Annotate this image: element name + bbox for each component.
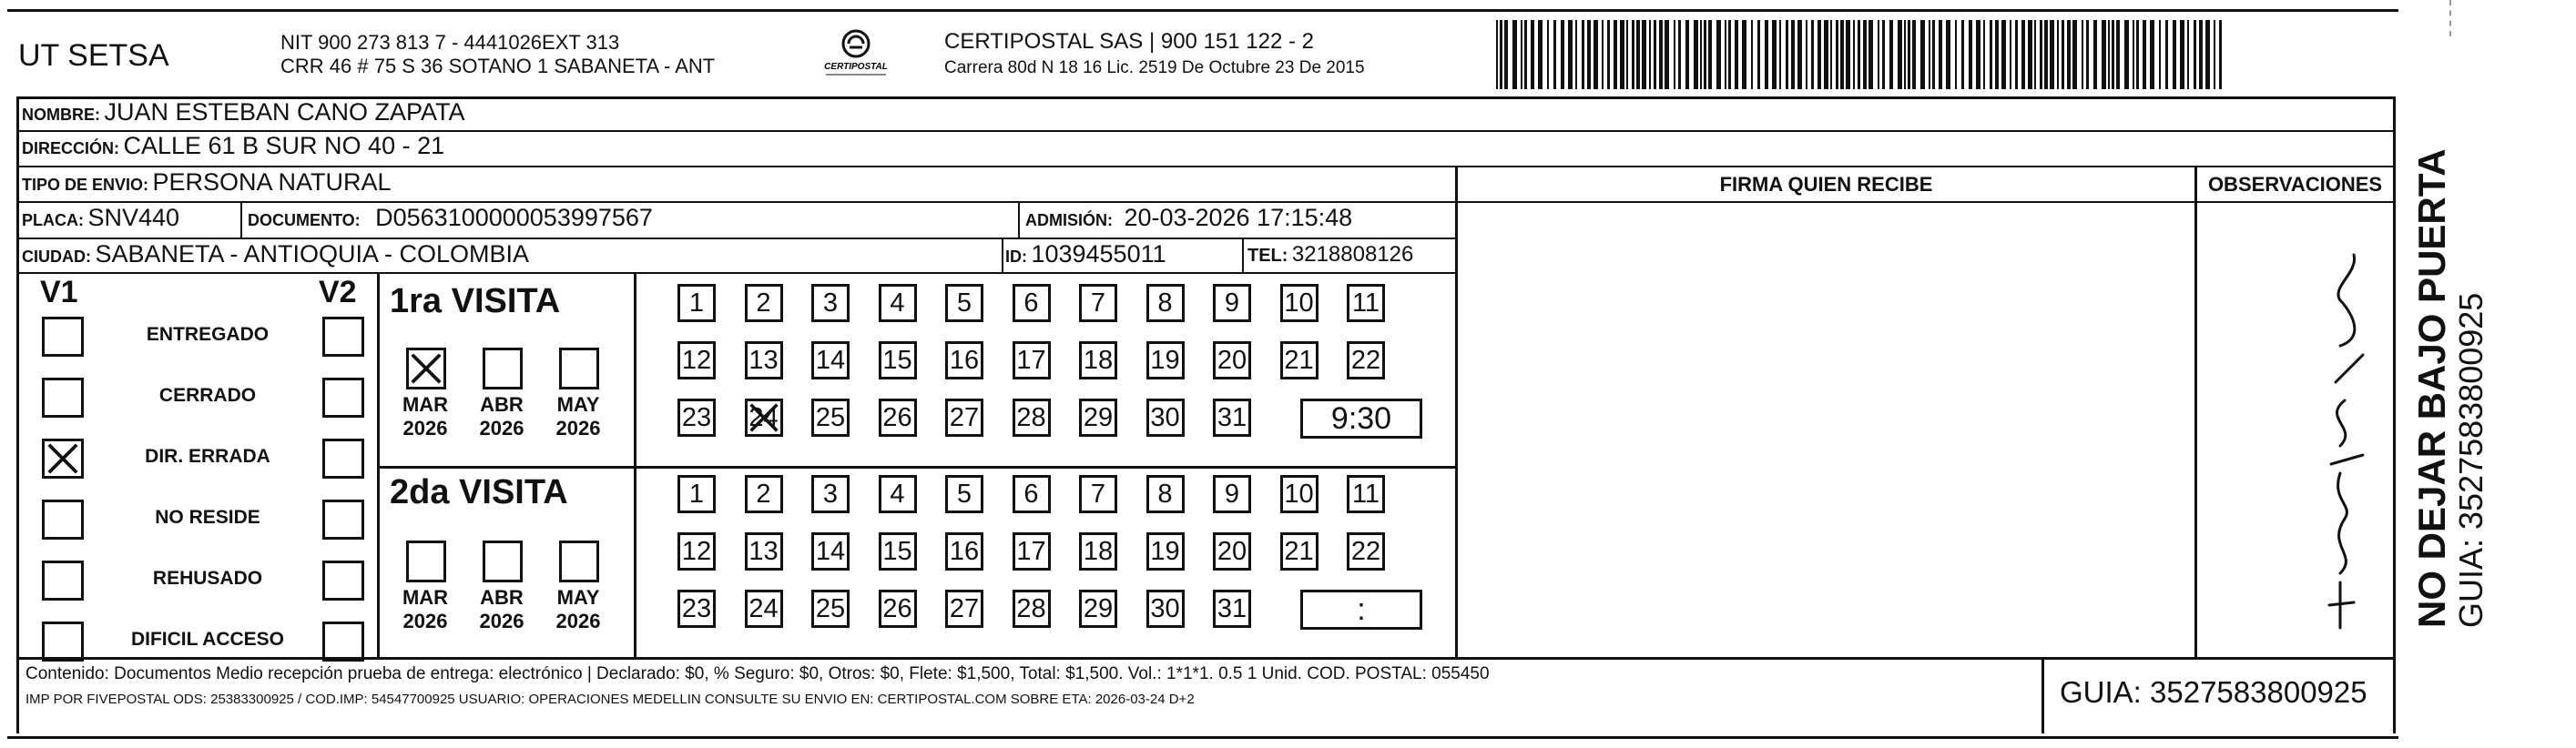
- tipo-value: PERSONA NATURAL: [152, 168, 392, 196]
- barcode-bar: [2028, 20, 2032, 89]
- barcode-bar: [1694, 20, 1698, 89]
- barcode-bar: [2205, 20, 2210, 89]
- barcode-bar: [1700, 20, 1702, 89]
- barcode-bar: [1836, 20, 1838, 89]
- barcode-bar: [1704, 20, 1706, 89]
- certipostal-logo: [815, 25, 897, 82]
- day-cell[interactable]: 27: [945, 399, 983, 437]
- v2-checkbox[interactable]: [322, 561, 364, 601]
- barcode-bar: [2050, 20, 2054, 89]
- day-cell[interactable]: 2: [745, 284, 783, 322]
- barcode-bar: [2062, 20, 2064, 89]
- barcode-bar: [1961, 20, 1964, 89]
- day-cell[interactable]: 15: [879, 532, 917, 571]
- barcode-bar: [2143, 20, 2146, 89]
- day-cell[interactable]: 13: [745, 532, 783, 571]
- day-cell[interactable]: 9: [1213, 475, 1251, 513]
- day-cell[interactable]: 9: [1213, 284, 1251, 322]
- footer-top-line: [16, 657, 2395, 660]
- barcode-bar: [1496, 20, 1498, 89]
- firma-header: FIRMA QUIEN RECIBE: [1719, 173, 1933, 196]
- tel-label: TEL:: [1247, 246, 1288, 266]
- barcode-bar: [1882, 20, 1885, 89]
- v1-checkbox[interactable]: [42, 317, 84, 357]
- barcode-bar: [1969, 20, 1972, 89]
- day-cell[interactable]: 29: [1079, 399, 1117, 437]
- barcode-bar: [2040, 20, 2042, 89]
- barcode-bar: [1817, 20, 1821, 89]
- day-cell[interactable]: 29: [1079, 590, 1117, 628]
- nombre-label: NOMBRE:: [22, 106, 100, 124]
- day-cell[interactable]: 22: [1347, 341, 1385, 379]
- footer-line1: Contenido: Documentos Medio recepción prueba de entrega: electrónico | Declarado: $0, % Seguro: $0, Otros: $0, Flete: $1,500, Total: $1,500. Vol.: 1*1*1. 0.5 1 Unid. COD. POSTAL: 055450: [25, 664, 1490, 683]
- divider: [1242, 238, 1244, 272]
- documento-value: D0563100000053997567: [375, 204, 653, 231]
- row-line: [16, 238, 1455, 239]
- barcode-bar: [2102, 20, 2106, 89]
- barcode-bar: [1990, 20, 1992, 89]
- barcode-bar: [2015, 20, 2018, 89]
- barcode-bar: [2116, 20, 2120, 89]
- barcode-bar: [1955, 20, 1957, 89]
- month-label: MAY 2026: [555, 393, 601, 440]
- side-tear-line: [2449, 0, 2453, 36]
- barcode-bar: [1716, 20, 1721, 89]
- direccion-label: DIRECCIÓN:: [22, 139, 119, 157]
- barcode-bar: [1725, 20, 1726, 89]
- barcode-bar: [1665, 20, 1669, 89]
- barcode-bar: [1674, 20, 1675, 89]
- day-cell[interactable]: 20: [1213, 532, 1251, 571]
- barcode-bar: [1786, 20, 1788, 89]
- row-line: [16, 166, 2395, 167]
- month-checkbox[interactable]: [406, 541, 446, 582]
- day-cell[interactable]: 23: [677, 399, 716, 437]
- divider: [377, 272, 380, 657]
- day-cell[interactable]: 27: [945, 590, 983, 628]
- barcode-bar: [2194, 20, 2196, 89]
- day-cell[interactable]: 11: [1347, 475, 1385, 513]
- barcode-bar: [2034, 20, 2036, 89]
- status-option-label: CERRADO: [158, 385, 257, 406]
- barcode-bar: [1568, 20, 1573, 89]
- barcode-bar: [1659, 20, 1663, 89]
- barcode-bar: [1846, 20, 1850, 89]
- barcode-bar: [1632, 20, 1634, 89]
- day-cell[interactable]: 5: [945, 284, 983, 322]
- barcode-bar: [1649, 20, 1651, 89]
- barcode-bar: [1908, 20, 1910, 89]
- day-cell[interactable]: 16: [945, 532, 983, 571]
- barcode-bar: [2067, 20, 2071, 89]
- day-cell[interactable]: 13: [745, 341, 783, 379]
- barcode-bar: [1538, 20, 1543, 89]
- v1-label: V1: [40, 275, 78, 309]
- barcode-bar: [2108, 20, 2110, 89]
- barcode-bar: [2021, 20, 2025, 89]
- day-cell[interactable]: 3: [811, 475, 850, 513]
- barcode-bar: [1976, 20, 1980, 89]
- certipostal-line1: CERTIPOSTAL SAS | 900 151 122 - 2: [944, 29, 1314, 54]
- day-cell[interactable]: 10: [1280, 284, 1319, 322]
- barcode-bar: [1607, 20, 1610, 89]
- nit-line: NIT 900 273 813 7 - 4441026EXT 313: [280, 31, 620, 54]
- day-cell[interactable]: 19: [1146, 532, 1185, 571]
- barcode-bar: [2180, 20, 2184, 89]
- barcode-bar: [1512, 20, 1517, 89]
- day-cell[interactable]: 28: [1013, 590, 1051, 628]
- day-cell[interactable]: 26: [879, 399, 917, 437]
- day-cell[interactable]: 5: [945, 475, 983, 513]
- barcode-bar: [1735, 20, 1738, 89]
- day-cell[interactable]: 7: [1079, 475, 1117, 513]
- admision-label: ADMISIÓN:: [1025, 211, 1113, 229]
- barcode-bar: [2124, 20, 2129, 89]
- v2-checkbox[interactable]: [322, 317, 364, 357]
- tipo-label: TIPO DE ENVIO:: [22, 176, 149, 194]
- barcode-bar: [1642, 20, 1646, 89]
- day-cell[interactable]: 3: [811, 284, 850, 322]
- day-cell[interactable]: 6: [1013, 475, 1051, 513]
- barcode-bar: [1553, 20, 1556, 89]
- day-cell[interactable]: 28: [1013, 399, 1051, 437]
- v2-checkbox[interactable]: [322, 500, 364, 540]
- id-label: ID:: [1005, 248, 1027, 266]
- day-cell[interactable]: 4: [879, 475, 917, 513]
- divider: [634, 272, 636, 657]
- v2-label: V2: [319, 275, 357, 309]
- barcode-bar: [2086, 20, 2089, 89]
- barcode-bar: [2001, 20, 2006, 89]
- v2-checkbox[interactable]: [322, 439, 364, 479]
- barcode-bar: [1797, 20, 1802, 89]
- barcode-bar: [1636, 20, 1640, 89]
- barcode-bar: [2136, 20, 2139, 89]
- barcode-bar: [1772, 20, 1777, 89]
- month-checkbox[interactable]: [483, 541, 523, 582]
- v2-checkbox[interactable]: [322, 378, 364, 418]
- barcode-bar: [1620, 20, 1624, 89]
- day-cell[interactable]: 15: [879, 341, 917, 379]
- day-cell[interactable]: 8: [1146, 475, 1185, 513]
- tel-value: 3218808126: [1291, 242, 1414, 267]
- day-cell[interactable]: 4: [879, 284, 917, 322]
- barcode-bar: [2159, 20, 2161, 89]
- month-label: MAR 2026: [402, 393, 449, 440]
- visit1-title: 1ra VISITA: [390, 282, 561, 320]
- barcode-bar: [2044, 20, 2048, 89]
- day-cell[interactable]: 30: [1146, 399, 1185, 437]
- direccion-value: CALLE 61 B SUR NO 40 - 21: [123, 132, 445, 159]
- barcode: [1496, 20, 2225, 89]
- barcode-bar: [1587, 20, 1591, 89]
- month-label: ABR 2026: [479, 393, 524, 440]
- documento-row: [248, 204, 653, 232]
- barcode-bar: [1889, 20, 1893, 89]
- day-cell[interactable]: 18: [1079, 341, 1117, 379]
- barcode-bar: [2093, 20, 2097, 89]
- day-cell[interactable]: 21: [1280, 532, 1319, 571]
- barcode-bar: [1932, 20, 1935, 89]
- observaciones-header: OBSERVACIONES: [2207, 173, 2383, 196]
- company-name: UT SETSA: [18, 38, 169, 73]
- divider: [1002, 238, 1003, 272]
- v1-checkbox[interactable]: [42, 561, 84, 601]
- barcode-bar: [2133, 20, 2134, 89]
- barcode-bar: [1524, 20, 1527, 89]
- day-cell[interactable]: 20: [1213, 341, 1251, 379]
- day-cell[interactable]: 26: [879, 590, 917, 628]
- divider: [1018, 201, 1020, 238]
- barcode-bar: [2082, 20, 2083, 89]
- barcode-bar: [2214, 20, 2215, 89]
- barcode-bar: [1728, 20, 1731, 89]
- placa-value: SNV440: [87, 204, 180, 231]
- tipo-row: [22, 168, 392, 197]
- day-cell[interactable]: 31: [1213, 590, 1251, 628]
- day-cell[interactable]: 6: [1013, 284, 1051, 322]
- barcode-bar: [1920, 20, 1925, 89]
- admision-row: [1025, 204, 1352, 232]
- barcode-bar: [1678, 20, 1681, 89]
- barcode-bar: [1751, 20, 1753, 89]
- day-cell[interactable]: 19: [1146, 341, 1185, 379]
- frame-left: [16, 96, 19, 733]
- barcode-bar: [1868, 20, 1873, 89]
- day-cell[interactable]: 8: [1146, 284, 1185, 322]
- divider: [2041, 657, 2044, 733]
- side-text: [2411, 82, 2489, 628]
- day-cell[interactable]: 17: [1013, 532, 1051, 571]
- day-cell[interactable]: 12: [677, 532, 716, 571]
- day-cell[interactable]: 30: [1146, 590, 1185, 628]
- documento-label: DOCUMENTO:: [248, 211, 361, 229]
- day-cell[interactable]: 21: [1280, 341, 1319, 379]
- barcode-bar: [1946, 20, 1950, 89]
- firma-left-border: [1455, 166, 1458, 657]
- barcode-bar: [1995, 20, 1999, 89]
- barcode-bar: [2112, 20, 2114, 89]
- barcode-bar: [2173, 20, 2176, 89]
- day-cell[interactable]: 11: [1347, 284, 1385, 322]
- barcode-bar: [1654, 20, 1656, 89]
- certipostal-line2: Carrera 80d N 18 16 Lic. 2519 De Octubre 23 De 2015: [944, 58, 1365, 77]
- barcode-bar: [2165, 20, 2168, 89]
- status-option-label: DIR. ERRADA: [145, 446, 270, 467]
- day-cell[interactable]: 14: [811, 341, 850, 379]
- v1-checkbox[interactable]: [42, 439, 84, 479]
- recipient-signature: [2313, 246, 2395, 646]
- day-cell[interactable]: 2: [745, 475, 783, 513]
- barcode-bar: [1765, 20, 1768, 89]
- admision-value: 20-03-2026 17:15:48: [1124, 204, 1353, 231]
- company-address: CRR 46 # 75 S 36 SOTANO 1 SABANETA - ANT: [280, 55, 716, 77]
- barcode-bar: [1878, 20, 1879, 89]
- id-row: [1005, 240, 1166, 268]
- nombre-value: JUAN ESTEBAN CANO ZAPATA: [104, 98, 465, 126]
- day-cell[interactable]: 24: [745, 399, 783, 437]
- barcode-bar: [2057, 20, 2059, 89]
- barcode-bar: [2219, 20, 2222, 89]
- barcode-bar: [1983, 20, 1985, 89]
- barcode-bar: [2187, 20, 2189, 89]
- barcode-bar: [1779, 20, 1781, 89]
- barcode-bar: [1840, 20, 1844, 89]
- month-checkbox[interactable]: [483, 348, 523, 389]
- id-value: 1039455011: [1031, 240, 1166, 268]
- time-field[interactable]: 9:30: [1300, 399, 1422, 439]
- barcode-bar: [1547, 20, 1549, 89]
- barcode-bar: [1939, 20, 1942, 89]
- month-label: ABR 2026: [479, 586, 524, 632]
- tel-row: [1247, 242, 1413, 268]
- barcode-bar: [1824, 20, 1828, 89]
- day-cell[interactable]: 25: [811, 590, 850, 628]
- month-checkbox[interactable]: [559, 541, 599, 582]
- divider: [240, 201, 242, 238]
- logo-text: CERTIPOSTAL: [824, 62, 888, 72]
- visit-separator: [377, 466, 1457, 469]
- row-line: [16, 272, 1455, 274]
- month-checkbox[interactable]: [559, 348, 599, 389]
- v2-checkbox[interactable]: [322, 622, 364, 662]
- barcode-bar: [1602, 20, 1604, 89]
- v1-checkbox[interactable]: [42, 378, 84, 418]
- barcode-bar: [1904, 20, 1906, 89]
- barcode-bar: [1858, 20, 1860, 89]
- barcode-bar: [2150, 20, 2154, 89]
- barcode-bar: [1626, 20, 1628, 89]
- row-line: [1455, 201, 2395, 203]
- ciudad-label: CIUDAD:: [22, 248, 91, 266]
- day-cell[interactable]: 22: [1347, 532, 1385, 571]
- placa-label: PLACA:: [22, 211, 84, 229]
- barcode-bar: [1863, 20, 1867, 89]
- side-guia: GUIA: 3527583800925: [2452, 292, 2489, 628]
- barcode-bar: [1898, 20, 1902, 89]
- barcode-bar: [1853, 20, 1855, 89]
- barcode-bar: [1791, 20, 1795, 89]
- month-label: MAY 2026: [555, 586, 601, 632]
- day-cell[interactable]: 16: [945, 341, 983, 379]
- month-checkbox[interactable]: [406, 348, 446, 389]
- day-cell[interactable]: 25: [811, 399, 850, 437]
- day-cell[interactable]: 1: [677, 284, 716, 322]
- direccion-row: [22, 132, 444, 160]
- footer-guia: GUIA: 3527583800925: [2060, 675, 2367, 709]
- status-option-label: DIFICIL ACCESO: [130, 629, 284, 650]
- day-cell[interactable]: 12: [677, 341, 716, 379]
- day-cell[interactable]: 14: [811, 532, 850, 571]
- barcode-bar: [1500, 20, 1502, 89]
- day-cell[interactable]: 24: [745, 590, 783, 628]
- nombre-row: [22, 98, 465, 126]
- barcode-bar: [2199, 20, 2203, 89]
- barcode-bar: [1742, 20, 1746, 89]
- ciudad-value: SABANETA - ANTIOQUIA - COLOMBIA: [95, 240, 530, 268]
- time-field[interactable]: :: [1300, 590, 1422, 630]
- day-cell[interactable]: 31: [1213, 399, 1251, 437]
- visit2-title: 2da VISITA: [390, 473, 568, 511]
- day-cell[interactable]: 23: [677, 590, 716, 628]
- barcode-bar: [1575, 20, 1577, 89]
- barcode-bar: [1504, 20, 1508, 89]
- day-cell[interactable]: 10: [1280, 475, 1319, 513]
- v1-checkbox[interactable]: [42, 622, 84, 662]
- barcode-bar: [1757, 20, 1760, 89]
- barcode-bar: [2072, 20, 2077, 89]
- barcode-bar: [2010, 20, 2011, 89]
- barcode-bar: [1929, 20, 1930, 89]
- status-option-label: ENTREGADO: [146, 324, 270, 345]
- day-cell[interactable]: 1: [677, 475, 716, 513]
- status-option-label: NO RESIDE: [155, 507, 260, 528]
- placa-row: [22, 204, 179, 232]
- day-cell[interactable]: 17: [1013, 341, 1051, 379]
- barcode-bar: [1582, 20, 1584, 89]
- barcode-bar: [1806, 20, 1807, 89]
- side-warning: NO DEJAR BAJO PUERTA: [2410, 148, 2453, 628]
- barcode-bar: [1614, 20, 1617, 89]
- barcode-bar: [1708, 20, 1712, 89]
- barcode-bar: [1521, 20, 1522, 89]
- status-option-label: REHUSADO: [152, 568, 263, 589]
- ciudad-row: [22, 240, 529, 268]
- v1-checkbox[interactable]: [42, 500, 84, 540]
- footer-line2: IMP POR FIVEPOSTAL ODS: 25383300925 / COD.IMP: 54547700925 USUARIO: OPERACIONES MEDELLIN CONSULTE SU ENVIO EN: CERTIPOSTAL.COM SOBRE ETA: 2026-03-24 D+2: [25, 692, 1195, 707]
- barcode-bar: [1811, 20, 1814, 89]
- barcode-bar: [1531, 20, 1534, 89]
- barcode-bar: [1912, 20, 1916, 89]
- day-cell[interactable]: 7: [1079, 284, 1117, 322]
- observaciones-left-border: [2194, 166, 2197, 657]
- barcode-bar: [1830, 20, 1832, 89]
- month-label: MAR 2026: [402, 586, 449, 632]
- barcode-bar: [1685, 20, 1689, 89]
- day-cell[interactable]: 18: [1079, 532, 1117, 571]
- row-line: [16, 201, 1455, 203]
- barcode-bar: [1561, 20, 1564, 89]
- barcode-bar: [1593, 20, 1598, 89]
